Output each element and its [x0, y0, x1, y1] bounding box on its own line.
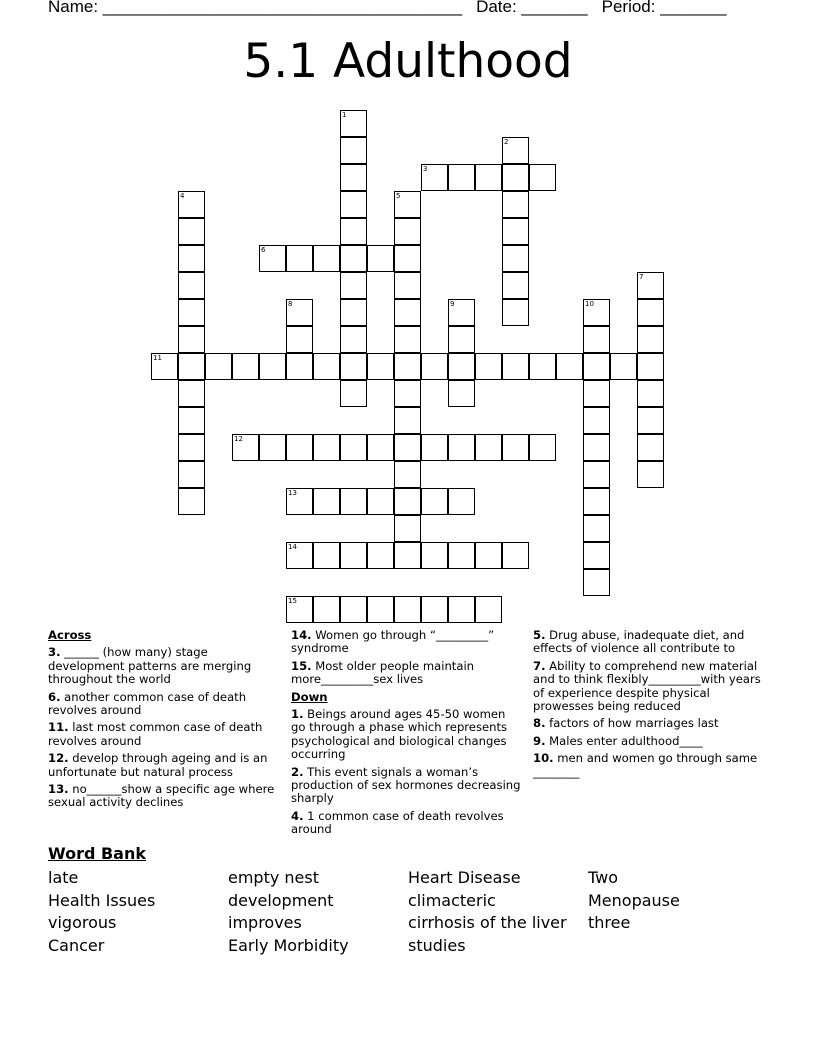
crossword-cell[interactable] — [421, 353, 448, 380]
crossword-cell[interactable] — [340, 299, 367, 326]
crossword-cell[interactable] — [340, 245, 367, 272]
crossword-cell[interactable] — [448, 353, 475, 380]
clue-number: 15 — [288, 597, 297, 605]
clue-across-6: 6. another common case of death revolves around — [48, 689, 247, 718]
clues-column-3 — [533, 629, 773, 783]
crossword-cell[interactable] — [394, 380, 421, 407]
clue-number: 11 — [153, 354, 162, 362]
student-info-line — [48, 0, 740, 17]
crossword-cell[interactable] — [448, 299, 475, 326]
crossword-cell[interactable] — [340, 380, 367, 407]
crossword-cell[interactable] — [313, 542, 340, 569]
word-bank-item: Health Issues — [48, 891, 156, 910]
crossword-cell[interactable] — [394, 407, 421, 434]
crossword-cell[interactable] — [583, 299, 610, 326]
crossword-cell[interactable] — [394, 299, 421, 326]
crossword-cell[interactable] — [286, 326, 313, 353]
crossword-cell[interactable] — [502, 164, 529, 191]
crossword-cell[interactable] — [529, 434, 556, 461]
crossword-cell[interactable] — [367, 596, 394, 623]
crossword-cell[interactable] — [151, 353, 178, 380]
crossword-cell[interactable] — [448, 488, 475, 515]
crossword-cell[interactable] — [394, 434, 421, 461]
crossword-cell[interactable] — [475, 353, 502, 380]
crossword-cell[interactable] — [394, 218, 421, 245]
clue-number: 3 — [423, 165, 428, 173]
word-bank-item: Menopause — [588, 891, 680, 910]
word-bank-item: Heart Disease — [408, 868, 521, 887]
clue-number: 14 — [288, 543, 297, 551]
crossword-cell[interactable] — [475, 542, 502, 569]
clue-number: 2 — [504, 138, 509, 146]
crossword-cell[interactable] — [583, 569, 610, 596]
crossword-cell[interactable] — [340, 326, 367, 353]
clue-across-12: 12. develop through ageing and is an unfortunate but natural process — [48, 751, 268, 779]
crossword-cell[interactable] — [205, 353, 232, 380]
clue-down-1: 1. Beings around ages 45-50 women go through a phase which represents psychological and biological changes occurring — [291, 707, 508, 762]
crossword-cell[interactable] — [286, 299, 313, 326]
crossword-cell[interactable] — [475, 434, 502, 461]
crossword-cell[interactable] — [259, 353, 286, 380]
crossword-cell[interactable] — [394, 191, 421, 218]
crossword-cell[interactable] — [394, 542, 421, 569]
crossword-cell[interactable] — [178, 218, 205, 245]
crossword-cell[interactable] — [529, 353, 556, 380]
crossword-cell[interactable] — [313, 596, 340, 623]
clue-number: 4 — [180, 192, 185, 200]
crossword-cell[interactable] — [394, 272, 421, 299]
word-bank-item: vigorous — [48, 913, 117, 932]
crossword-cell[interactable] — [367, 488, 394, 515]
crossword-cell[interactable] — [448, 542, 475, 569]
clues-column-1 — [48, 629, 280, 814]
clue-across-11: 11. last most common case of death revolves around — [48, 720, 263, 748]
clue-across-14: 14. Women go through “_________” syndrome — [291, 628, 495, 656]
crossword-cell[interactable] — [421, 488, 448, 515]
crossword-cell[interactable] — [394, 245, 421, 272]
crossword-cell[interactable] — [637, 380, 664, 407]
word-bank-item: three — [588, 913, 631, 932]
clue-down-9: 9. Males enter adulthood____ — [533, 733, 703, 748]
clue-down-8: 8. factors of how marriages last — [533, 716, 719, 731]
crossword-cell[interactable] — [286, 542, 313, 569]
clue-number: 6 — [261, 246, 266, 254]
crossword-cell[interactable] — [394, 596, 421, 623]
crossword-cell[interactable] — [421, 596, 448, 623]
date-field[interactable]: Date: _______ — [476, 0, 588, 16]
clue-number: 5 — [396, 192, 401, 200]
period-field[interactable]: Period: _______ — [601, 0, 727, 16]
crossword-cell[interactable] — [556, 353, 583, 380]
crossword-cell[interactable] — [394, 488, 421, 515]
crossword-cell[interactable] — [259, 434, 286, 461]
page-title: 5.1 Adulthood — [243, 34, 573, 89]
crossword-cell[interactable] — [313, 353, 340, 380]
crossword-cell[interactable] — [259, 245, 286, 272]
crossword-cell[interactable] — [502, 245, 529, 272]
crossword-cell[interactable] — [502, 434, 529, 461]
word-bank-item: improves — [228, 913, 302, 932]
crossword-cell[interactable] — [178, 245, 205, 272]
crossword-cell[interactable] — [178, 380, 205, 407]
crossword-cell[interactable] — [340, 488, 367, 515]
crossword-cell[interactable] — [583, 407, 610, 434]
word-bank-item: climacteric — [408, 891, 496, 910]
crossword-cell[interactable] — [637, 407, 664, 434]
crossword-cell[interactable] — [313, 434, 340, 461]
crossword-cell[interactable] — [637, 272, 664, 299]
clue-number: 7 — [639, 273, 644, 281]
clue-down-5: 5. Drug abuse, inadequate diet, and effects of violence all contribute to — [533, 628, 745, 656]
crossword-cell[interactable] — [178, 299, 205, 326]
word-bank-item: development — [228, 891, 334, 910]
crossword-cell[interactable] — [232, 434, 259, 461]
clue-number: 9 — [450, 300, 455, 308]
crossword-cell[interactable] — [286, 488, 313, 515]
word-bank-item: empty nest — [228, 868, 320, 887]
crossword-cell[interactable] — [502, 137, 529, 164]
clue-number: 8 — [288, 300, 293, 308]
crossword-cell[interactable] — [340, 164, 367, 191]
name-field[interactable]: Name: ______________________________________ — [48, 0, 463, 16]
clue-across-13: 13. no______show a specific age where sexual activity declines — [48, 782, 275, 810]
crossword-cell[interactable] — [637, 353, 664, 380]
crossword-cell[interactable] — [502, 272, 529, 299]
word-bank-item: Cancer — [48, 936, 105, 955]
crossword-cell[interactable] — [286, 245, 313, 272]
crossword-cell[interactable] — [610, 353, 637, 380]
crossword-cell[interactable] — [367, 245, 394, 272]
crossword-cell[interactable] — [394, 515, 421, 542]
crossword-cell[interactable] — [637, 326, 664, 353]
word-bank-title: Word Bank — [48, 844, 147, 863]
crossword-cell[interactable] — [502, 542, 529, 569]
crossword-cell[interactable] — [340, 218, 367, 245]
crossword-cell[interactable] — [583, 461, 610, 488]
crossword-cell[interactable] — [421, 164, 448, 191]
crossword-cell[interactable] — [286, 434, 313, 461]
crossword-cell[interactable] — [178, 461, 205, 488]
crossword-cell[interactable] — [340, 353, 367, 380]
crossword-cell[interactable] — [502, 218, 529, 245]
across-heading: Across — [48, 628, 92, 642]
down-heading: Down — [291, 689, 328, 704]
clues-column-2 — [291, 629, 523, 841]
clue-down-2: 2. This event signals a woman’s production of sex hormones decreasing sharply — [291, 764, 521, 806]
crossword-cell[interactable] — [583, 488, 610, 515]
crossword-cell[interactable] — [340, 110, 367, 137]
crossword-cell[interactable] — [178, 488, 205, 515]
crossword-cell[interactable] — [448, 434, 475, 461]
crossword-cell[interactable] — [421, 434, 448, 461]
crossword-cell[interactable] — [583, 542, 610, 569]
crossword-cell[interactable] — [178, 326, 205, 353]
crossword-cell[interactable] — [340, 137, 367, 164]
word-bank-item: late — [48, 868, 79, 887]
crossword-cell[interactable] — [178, 434, 205, 461]
crossword-cell[interactable] — [178, 191, 205, 218]
crossword-cell[interactable] — [340, 272, 367, 299]
crossword-cell[interactable] — [502, 299, 529, 326]
crossword-cell[interactable] — [529, 164, 556, 191]
crossword-cell[interactable] — [502, 191, 529, 218]
crossword-cell[interactable] — [367, 542, 394, 569]
word-bank-item: cirrhosis of the liver — [408, 913, 567, 932]
crossword-cell[interactable] — [448, 380, 475, 407]
crossword-cell[interactable] — [394, 461, 421, 488]
crossword-cell[interactable] — [502, 353, 529, 380]
crossword-cell[interactable] — [637, 461, 664, 488]
crossword-cell[interactable] — [232, 353, 259, 380]
crossword-cell[interactable] — [340, 191, 367, 218]
crossword-cell[interactable] — [313, 245, 340, 272]
clue-number: 10 — [585, 300, 594, 308]
crossword-cell[interactable] — [367, 434, 394, 461]
crossword-cell[interactable] — [583, 380, 610, 407]
crossword-cell[interactable] — [448, 596, 475, 623]
clue-down-10: 10. men and women go through same ________ — [533, 751, 758, 779]
crossword-cell[interactable] — [637, 299, 664, 326]
crossword-cell[interactable] — [340, 596, 367, 623]
word-bank-item: Two — [588, 868, 618, 887]
crossword-cell[interactable] — [421, 542, 448, 569]
crossword-cell[interactable] — [583, 434, 610, 461]
crossword-cell[interactable] — [178, 353, 205, 380]
crossword-cell[interactable] — [475, 164, 502, 191]
crossword-cell[interactable] — [583, 515, 610, 542]
clue-across-15: 15. Most older people maintain more_________sex lives — [291, 658, 475, 687]
crossword-cell[interactable] — [286, 353, 313, 380]
crossword-cell[interactable] — [583, 326, 610, 353]
crossword-cell[interactable] — [178, 272, 205, 299]
crossword-cell[interactable] — [313, 488, 340, 515]
crossword-cell[interactable] — [367, 353, 394, 380]
clue-across-3: 3. ______ (how many) stage development patterns are merging throughout the world — [48, 645, 252, 687]
clue-number: 12 — [234, 435, 243, 443]
word-bank-item: Early Morbidity — [228, 936, 349, 955]
crossword-cell[interactable] — [583, 353, 610, 380]
crossword-cell[interactable] — [286, 596, 313, 623]
crossword-cell[interactable] — [340, 434, 367, 461]
crossword-cell[interactable] — [394, 326, 421, 353]
crossword-cell[interactable] — [448, 326, 475, 353]
clue-down-4: 4. 1 common case of death revolves around — [291, 808, 504, 837]
crossword-cell[interactable] — [637, 434, 664, 461]
crossword-cell[interactable] — [340, 542, 367, 569]
word-bank-item: studies — [408, 936, 466, 955]
crossword-cell[interactable] — [394, 353, 421, 380]
clue-number: 1 — [342, 111, 347, 119]
clue-number: 13 — [288, 489, 297, 497]
crossword-cell[interactable] — [178, 407, 205, 434]
crossword-cell[interactable] — [475, 596, 502, 623]
crossword-cell[interactable] — [448, 164, 475, 191]
clue-down-7: 7. Ability to comprehend new material and to think flexibly_________with years of experience despite physical prowesses being reduced — [533, 658, 761, 714]
